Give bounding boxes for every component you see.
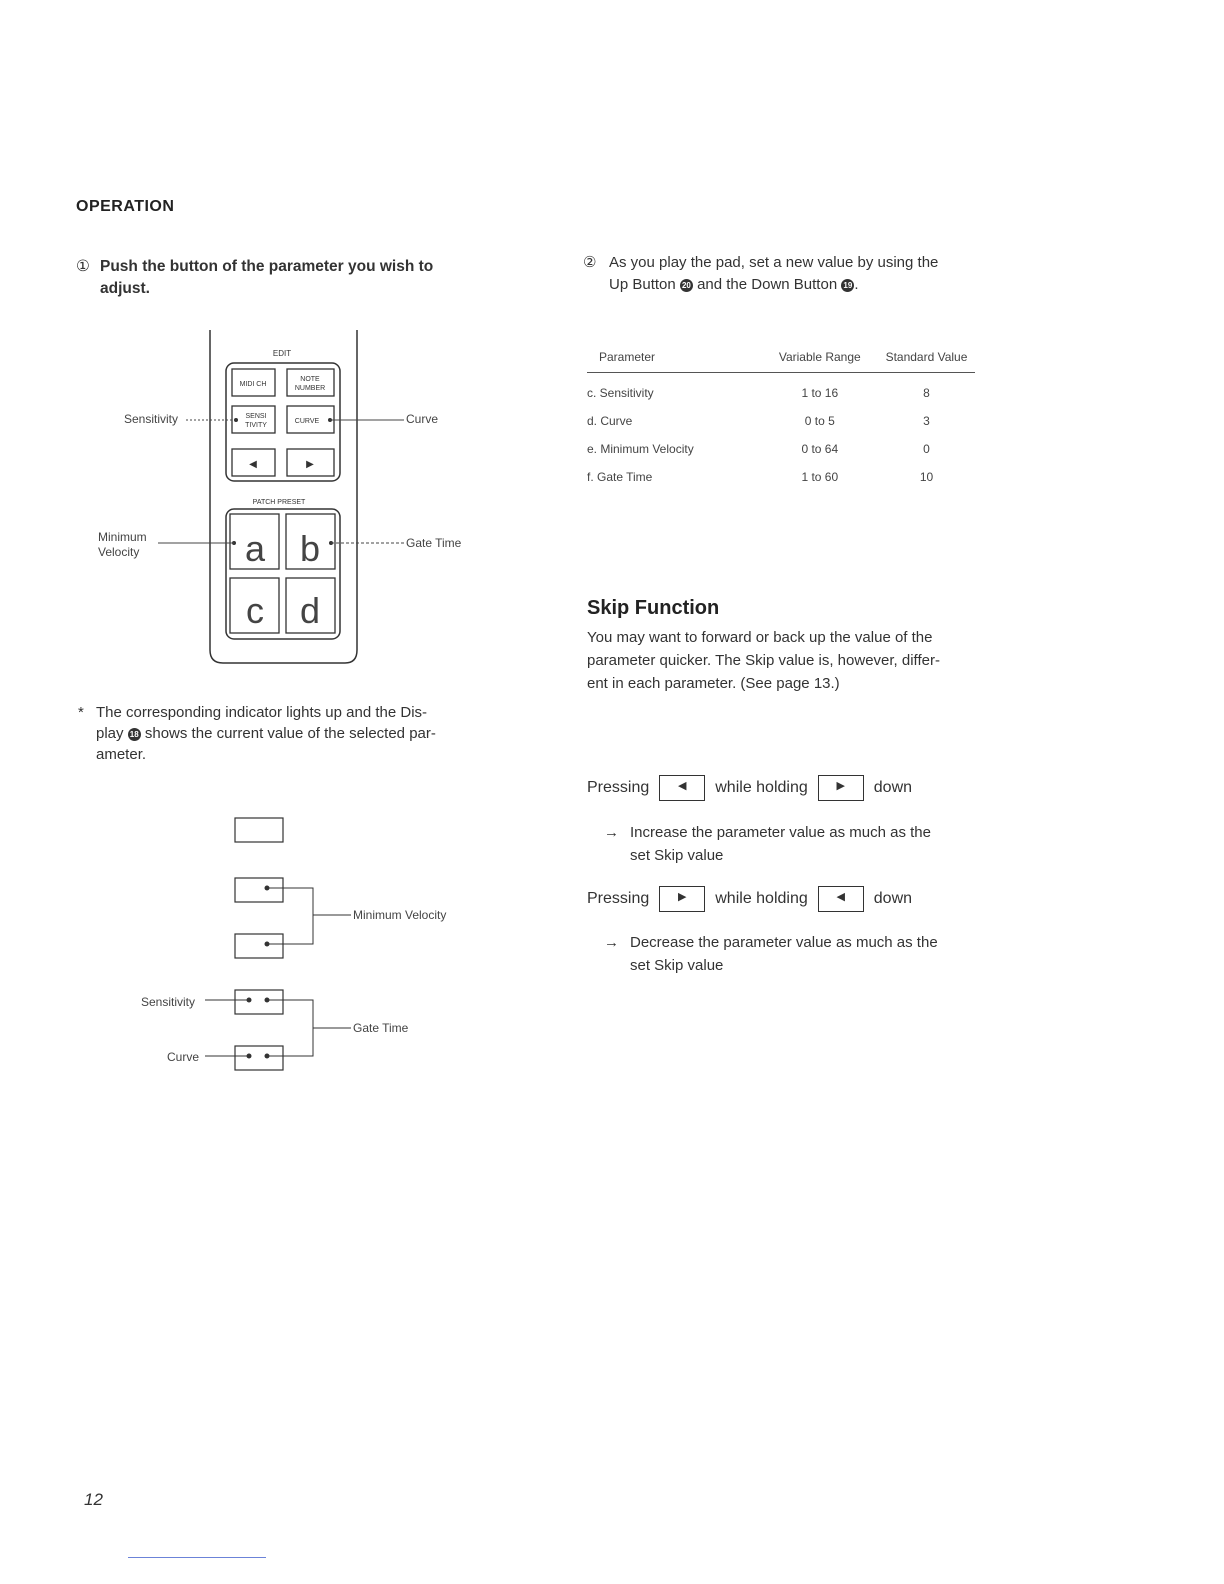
indicator-note — [78, 702, 478, 765]
page-number: 12 — [84, 1490, 103, 1509]
step-2-number: ② — [583, 254, 597, 271]
indicator-box-b — [235, 934, 283, 958]
arrow-right-icon: → — [604, 824, 619, 841]
sensitivity-indicator — [234, 418, 238, 422]
note-star: * — [78, 704, 84, 721]
table-cell: 1 to 60 — [801, 470, 839, 484]
note-label-line1: NOTE — [300, 376, 320, 383]
down-text: down — [873, 779, 913, 796]
up-key-glyph: ▶ — [678, 891, 687, 903]
table-header-row — [587, 350, 975, 373]
down-arrow-icon: ◀ — [249, 459, 257, 470]
indicator-box-c — [235, 990, 283, 1014]
midi-ch-label: MIDI CH — [239, 381, 267, 388]
while-holding-text: while holding — [715, 779, 808, 796]
edit-panel-illustration — [90, 325, 490, 670]
note-label-line2: NUMBER — [294, 385, 326, 392]
increase-line1: Increase the parameter value as much as the — [630, 824, 931, 841]
down-key-icon — [818, 886, 864, 912]
table-cell: c. Sensitivity — [587, 386, 654, 400]
pad-c-digit: c — [246, 590, 264, 631]
callout-gate-time: Gate Time — [406, 536, 462, 550]
down-key-glyph: ◀ — [678, 780, 687, 792]
step-1-instruction — [76, 256, 486, 300]
curve-label: Curve — [167, 1050, 200, 1064]
table-cell: 0 — [923, 442, 930, 456]
note-text-line2-post: shows the current value of the selected par- — [144, 725, 436, 742]
up-key-icon — [818, 775, 864, 801]
skip-desc-line3: ent in each parameter. (See page 13.) — [587, 675, 840, 692]
decrease-line1: Decrease the parameter value as much as the — [630, 934, 938, 951]
pressing-text: Pressing — [587, 890, 650, 907]
parameter-table — [587, 350, 975, 491]
skip-function-title: Skip Function — [587, 597, 720, 619]
step-1-text-line1: Push the button of the parameter you wish to — [100, 258, 434, 275]
header-standard-value: Standard Value — [878, 350, 975, 373]
down-text: down — [873, 890, 913, 907]
min-velocity-bracket — [267, 888, 313, 944]
sensitivity-label: Sensitivity — [141, 995, 196, 1009]
step-2-line2-b: and the Down Button — [697, 276, 838, 293]
indicator-box-blank — [235, 818, 283, 842]
table-cell: 3 — [923, 414, 930, 428]
edit-label: EDIT — [272, 349, 292, 358]
up-button-ref-icon: 20 — [680, 279, 693, 292]
callout-sensitivity: Sensitivity — [124, 412, 179, 426]
sensitivity-label-line1: SENSI — [245, 413, 267, 420]
step-2-instruction — [583, 252, 983, 296]
decrease-combo-line — [587, 886, 912, 912]
while-holding-text: while holding — [715, 890, 808, 907]
table-cell: 0 to 5 — [804, 414, 835, 428]
skip-desc-line2: parameter quicker. The Skip value is, however, differ- — [587, 652, 940, 669]
table-cell: 0 to 64 — [801, 442, 839, 456]
bottom-rule — [128, 1557, 266, 1558]
min-velocity-label: Minimum Velocity — [353, 908, 447, 922]
table-row — [587, 463, 975, 491]
table-cell: d. Curve — [587, 414, 633, 428]
sensitivity-label-line2: TIVITY — [245, 422, 267, 429]
step-1-number: ① — [76, 258, 90, 275]
up-key-glyph: ▶ — [836, 780, 845, 792]
note-text-line3: ameter. — [96, 746, 147, 763]
step-1-text-line2: adjust. — [100, 280, 150, 297]
pressing-text: Pressing — [587, 779, 650, 796]
up-key-icon — [659, 886, 705, 912]
skip-function-description — [587, 626, 987, 695]
callout-curve: Curve — [406, 412, 439, 426]
table-cell: f. Gate Time — [587, 470, 653, 484]
indicator-box-a — [235, 878, 283, 902]
increase-result — [604, 821, 994, 867]
patch-preset-label: PATCH PRESET — [252, 499, 306, 506]
step-2-line2-a: Up Button — [609, 276, 676, 293]
indicator-diagram — [135, 810, 495, 1080]
pad-a-digit: a — [244, 528, 266, 569]
step-2-line1: As you play the pad, set a new value by using the — [609, 254, 939, 271]
callout-min-velocity-line2: Velocity — [98, 545, 140, 559]
header-parameter: Parameter — [587, 350, 762, 373]
note-text-line2-pre: play — [96, 725, 124, 742]
arrow-right-icon: → — [604, 934, 619, 951]
gate-time-bracket — [267, 1000, 313, 1056]
curve-button-label: CURVE — [294, 418, 320, 425]
table-cell: e. Minimum Velocity — [587, 442, 694, 456]
decrease-line2: set Skip value — [630, 957, 724, 974]
patch-preset-frame — [226, 509, 340, 639]
decrease-result — [604, 931, 994, 977]
pad-b-digit: b — [299, 528, 321, 569]
indicator-box-d — [235, 1046, 283, 1070]
table-row — [587, 435, 975, 463]
down-key-icon — [659, 775, 705, 801]
gate-time-label: Gate Time — [353, 1021, 409, 1035]
header-variable-range: Variable Range — [762, 350, 878, 373]
note-text-line1: The corresponding indicator lights up and the Dis- — [96, 704, 428, 721]
table-cell: 8 — [923, 386, 930, 400]
callout-min-velocity-line1: Minimum — [98, 530, 147, 544]
display-ref-icon: 18 — [128, 728, 141, 741]
skip-desc-line1: You may want to forward or back up the value of the — [587, 629, 933, 646]
down-key-glyph: ◀ — [836, 891, 845, 903]
increase-line2: set Skip value — [630, 847, 724, 864]
down-button-ref-icon: 19 — [841, 279, 854, 292]
step-2-line2-c: . — [854, 276, 859, 293]
section-heading: OPERATION — [76, 198, 175, 215]
table-cell: 10 — [919, 470, 934, 484]
table-row — [587, 407, 975, 435]
table-row — [587, 373, 975, 408]
increase-combo-line — [587, 775, 912, 801]
table-cell: 1 to 16 — [801, 386, 839, 400]
up-arrow-icon: ▶ — [306, 459, 314, 470]
pad-d-digit: d — [299, 590, 321, 631]
